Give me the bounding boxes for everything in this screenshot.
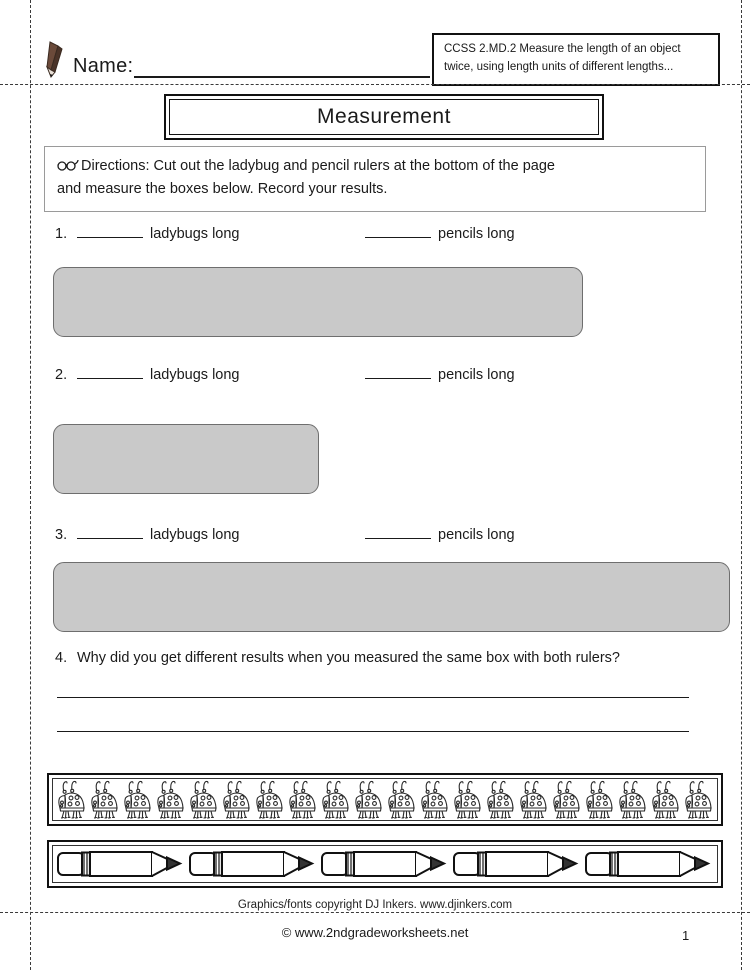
pencil-icon [188, 845, 318, 883]
answer-blank-3-pencils[interactable] [365, 527, 431, 539]
ladybug-icon [88, 779, 121, 821]
ladybug-icon [451, 779, 484, 821]
pencil-icon [56, 845, 186, 883]
directions-line-1 [57, 155, 693, 178]
question-row-1 [55, 226, 695, 242]
answer-blank-2-pencils[interactable] [365, 367, 431, 379]
ladybug-icon [550, 779, 583, 821]
ladybug-ruler-strip[interactable] [47, 773, 723, 826]
answer-blank-3-ladybugs[interactable] [77, 527, 143, 539]
name-input-blank[interactable] [134, 54, 430, 78]
ladybug-icon [649, 779, 682, 821]
unit-label-2-ladybugs: ladybugs long [150, 367, 240, 383]
eyeglasses-icon [57, 156, 79, 167]
question-row-3 [55, 527, 695, 543]
name-label: Name: [73, 55, 134, 77]
ladybug-icon [319, 779, 352, 821]
unit-label-3-pencils: pencils long [438, 527, 515, 543]
question-4-text: Why did you get different results when you measured the same box with both rulers? [77, 650, 620, 666]
page-number: 1 [682, 928, 690, 943]
page-title: Measurement [317, 105, 451, 128]
question-row-1-second [365, 226, 515, 242]
cut-line-top [0, 84, 750, 85]
title-box [164, 94, 604, 140]
unit-label-1-ladybugs: ladybugs long [150, 226, 240, 242]
ladybug-icon [418, 779, 451, 821]
cut-line-left [30, 0, 31, 970]
question-number-4: 4. [55, 650, 68, 666]
ccss-standard-box [432, 33, 720, 86]
directions-text-1: Directions: Cut out the ladybug and pencil rulers at the bottom of the page [81, 158, 555, 174]
measure-box-3 [53, 562, 730, 632]
question-number-1: 1. [55, 226, 68, 242]
pencil-ruler-inner [52, 845, 718, 883]
ladybug-ruler-inner [52, 778, 718, 821]
ladybug-icon [121, 779, 154, 821]
ccss-line-1: CCSS 2.MD.2 Measure the length of an object [444, 43, 681, 55]
question-row-3-second [365, 527, 515, 543]
answer-blank-2-ladybugs[interactable] [77, 367, 143, 379]
ladybug-icon [55, 779, 88, 821]
ladybug-icon [352, 779, 385, 821]
answer-blank-1-pencils[interactable] [365, 226, 431, 238]
measure-box-1 [53, 267, 583, 337]
question-row-2-second [365, 367, 515, 383]
ladybug-icon [286, 779, 319, 821]
pencil-icon [45, 40, 71, 78]
ladybug-icon [187, 779, 220, 821]
name-row [45, 38, 430, 78]
directions-line-2: and measure the boxes below. Record your results. [57, 181, 388, 198]
ladybug-icon [682, 779, 715, 821]
unit-label-2-pencils: pencils long [438, 367, 515, 383]
pencil-ruler-strip[interactable] [47, 840, 723, 888]
pencil-icon [452, 845, 582, 883]
ladybug-icon [517, 779, 550, 821]
ladybug-icon [616, 779, 649, 821]
unit-label-3-ladybugs: ladybugs long [150, 527, 240, 543]
unit-label-1-pencils: pencils long [438, 226, 515, 242]
answer-line-1[interactable] [57, 697, 689, 698]
ladybug-icon [253, 779, 286, 821]
ladybug-icon [583, 779, 616, 821]
question-row-2 [55, 367, 695, 383]
answer-blank-1-ladybugs[interactable] [77, 226, 143, 238]
pencil-icon [320, 845, 450, 883]
pencil-icon [584, 845, 714, 883]
ccss-line-2: twice, using length units of different lengths... [444, 60, 674, 73]
ladybug-icon [154, 779, 187, 821]
question-row-4 [55, 650, 620, 666]
answer-line-2[interactable] [57, 731, 689, 732]
cut-line-bottom [0, 912, 750, 913]
ladybug-icon [220, 779, 253, 821]
site-credit: © www.2ndgradeworksheets.net [281, 925, 469, 940]
graphics-credit: Graphics/fonts copyright DJ Inkers. www.djinkers.com [237, 899, 513, 911]
directions-box [44, 146, 706, 212]
measure-box-2 [53, 424, 319, 494]
cut-line-right [741, 0, 742, 970]
ladybug-icon [385, 779, 418, 821]
question-number-2: 2. [55, 367, 68, 383]
ladybug-icon [484, 779, 517, 821]
question-number-3: 3. [55, 527, 68, 543]
